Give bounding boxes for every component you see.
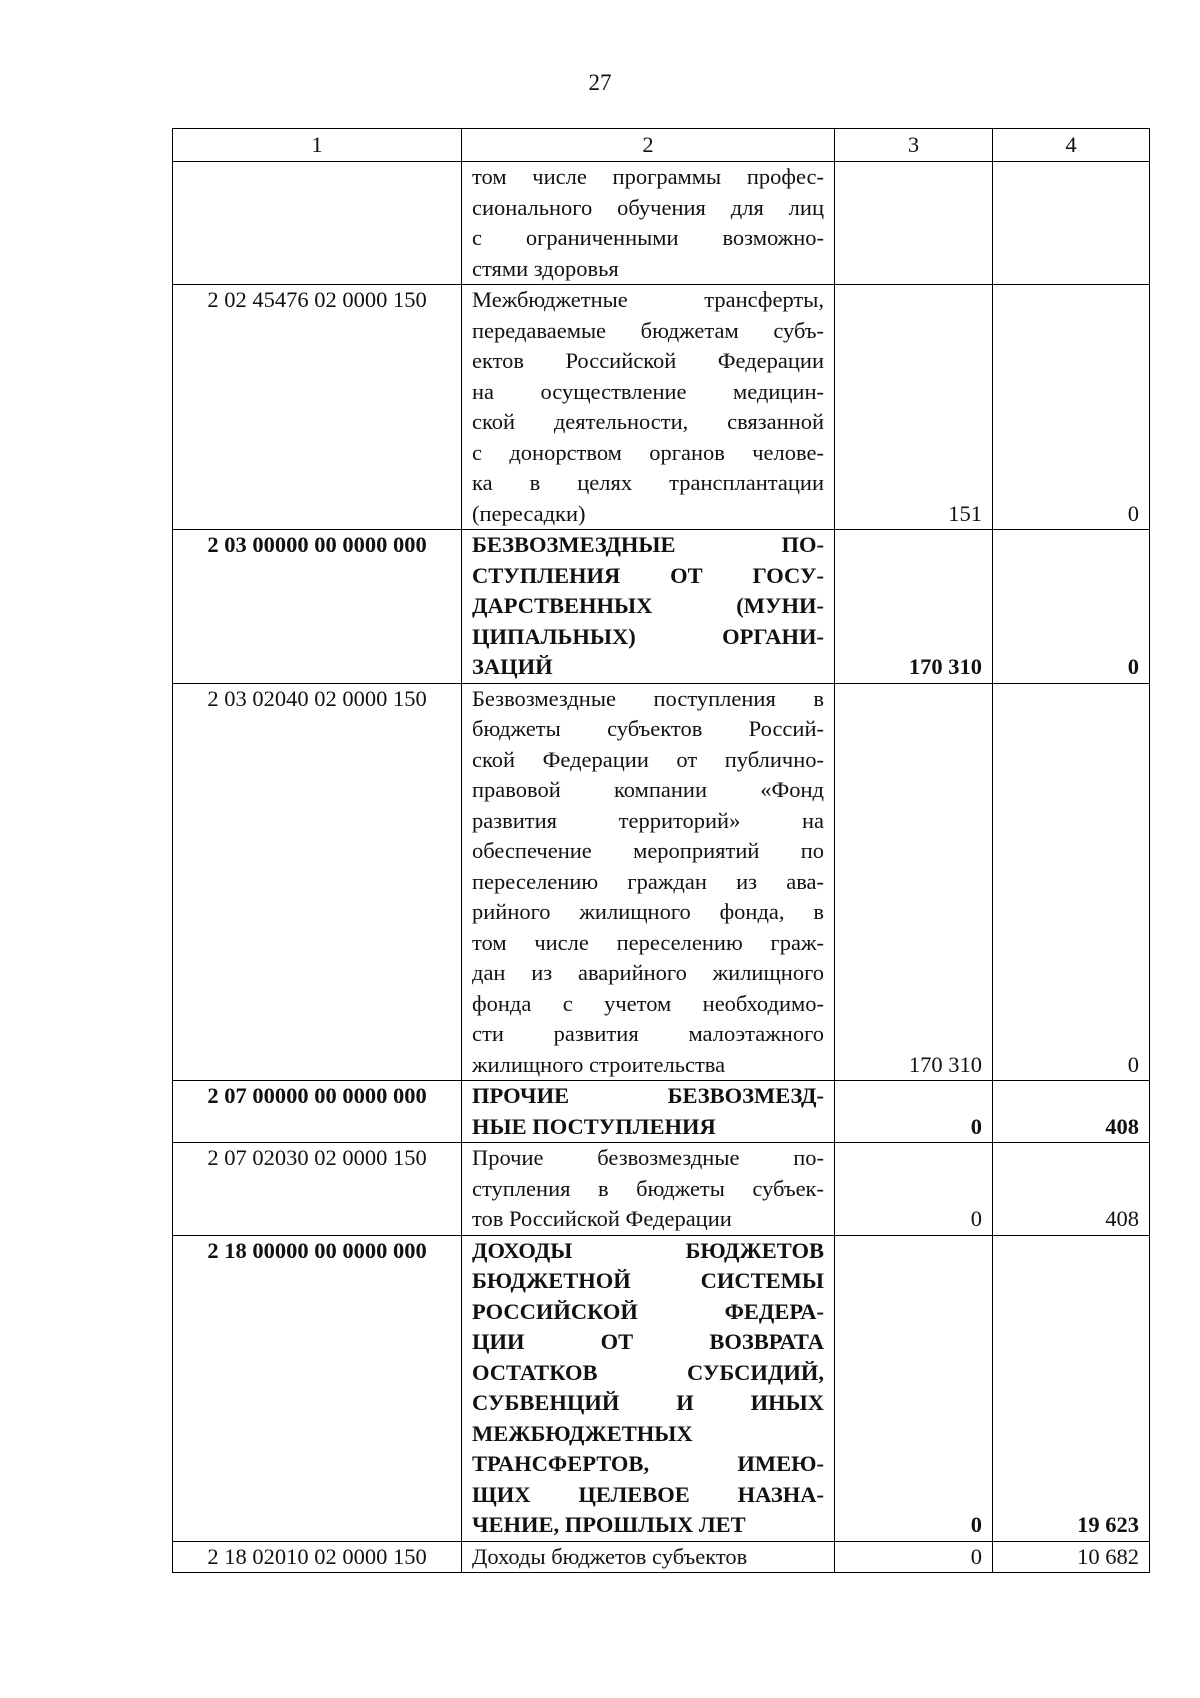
description-line: сти развития малоэтажного: [472, 1021, 824, 1046]
amount-column-4: 19 623: [993, 1235, 1150, 1541]
description-line: БЕЗВОЗМЕЗДНЫЕ ПО-: [472, 532, 824, 557]
amount-column-3: 0: [835, 1541, 993, 1573]
description-line: развития территорий» на: [472, 807, 824, 833]
income-description: [462, 285, 835, 530]
description-line: ЦИПАЛЬНЫХ) ОРГАНИ-: [472, 623, 824, 649]
description-line: ТРАНСФЕРТОВ, ИМЕЮ-: [472, 1451, 824, 1476]
amount-column-3: 151: [835, 285, 993, 530]
income-description: [462, 1541, 835, 1573]
description-line: НЫЕ ПОСТУПЛЕНИЯ: [472, 1113, 716, 1139]
description-line: правовой компании «Фонд: [472, 777, 824, 802]
budget-code: 2 18 02010 02 0000 150: [173, 1541, 462, 1573]
description-line: ектов Российской Федерации: [472, 348, 824, 373]
description-line: СТУПЛЕНИЯ ОТ ГОСУ-: [472, 562, 824, 588]
amount-column-4: 408: [993, 1081, 1150, 1143]
description-line: ЧЕНИЕ, ПРОШЛЫХ ЛЕТ: [472, 1512, 746, 1537]
description-line: Прочие безвозмездные по-: [472, 1145, 824, 1170]
description-line: ЗАЦИЙ: [472, 654, 553, 679]
income-description: [462, 1081, 835, 1143]
description-line: ской Федерации от публично-: [472, 746, 824, 772]
table-row: [173, 530, 1150, 684]
budget-code: [173, 162, 462, 285]
amount-column-3: [835, 162, 993, 285]
table-header-row: [173, 129, 1150, 162]
description-line: обеспечение мероприятий по: [472, 838, 824, 863]
description-line: Безвозмездные поступления в: [472, 685, 824, 711]
description-line: ДАРСТВЕННЫХ (МУНИ-: [472, 593, 824, 618]
description-line: сионального обучения для лиц: [472, 194, 824, 220]
description-line: РОССИЙСКОЙ ФЕДЕРА-: [472, 1298, 824, 1324]
description-line: фонда с учетом необходимо-: [472, 990, 824, 1016]
description-line: ДОХОДЫ БЮДЖЕТОВ: [472, 1237, 824, 1263]
amount-column-4: 408: [993, 1143, 1150, 1236]
table-row: [173, 1235, 1150, 1541]
description-line: с донорством органов челове-: [472, 439, 824, 465]
amount-column-4: 0: [993, 285, 1150, 530]
amount-column-4: [993, 162, 1150, 285]
description-line: СУБВЕНЦИЙ И ИНЫХ: [472, 1390, 824, 1415]
amount-column-3: 0: [835, 1143, 993, 1236]
amount-column-3: 0: [835, 1235, 993, 1541]
amount-column-4: 0: [993, 530, 1150, 684]
description-line: передаваемые бюджетам субъ-: [472, 317, 824, 343]
description-line: БЮДЖЕТНОЙ СИСТЕМЫ: [472, 1268, 824, 1293]
budget-code: 2 07 02030 02 0000 150: [173, 1143, 462, 1236]
description-line: том числе переселению граж-: [472, 929, 824, 955]
description-line: с ограниченными возможно-: [472, 225, 824, 250]
amount-column-4: 10 682: [993, 1541, 1150, 1573]
column-header-2: 2: [462, 129, 835, 162]
description-line: ЦИИ ОТ ВОЗВРАТА: [472, 1329, 824, 1354]
income-description: [462, 162, 835, 285]
description-line: ОСТАТКОВ СУБСИДИЙ,: [472, 1359, 824, 1385]
description-line: бюджеты субъектов Россий-: [472, 716, 824, 741]
column-header-4: 4: [993, 129, 1150, 162]
income-description: [462, 683, 835, 1081]
table-row: [173, 1541, 1150, 1573]
budget-table: [172, 128, 1150, 1573]
table-row: [173, 1081, 1150, 1143]
description-line: Доходы бюджетов субъектов: [472, 1543, 748, 1569]
income-description: [462, 1235, 835, 1541]
amount-column-3: 0: [835, 1081, 993, 1143]
table-row: [173, 1143, 1150, 1236]
table-row: [173, 162, 1150, 285]
budget-code: 2 18 00000 00 0000 000: [173, 1235, 462, 1541]
description-line: ской деятельности, связанной: [472, 409, 824, 434]
amount-column-4: 0: [993, 683, 1150, 1081]
budget-code: 2 02 45476 02 0000 150: [173, 285, 462, 530]
description-line: рийного жилищного фонда, в: [472, 899, 824, 924]
description-line: том числе программы профес-: [472, 164, 824, 189]
description-line: Межбюджетные трансферты,: [472, 287, 824, 312]
description-line: стями здоровья: [472, 255, 619, 281]
column-header-1: 1: [173, 129, 462, 162]
description-line: МЕЖБЮДЖЕТНЫХ: [472, 1420, 693, 1446]
budget-code: 2 07 00000 00 0000 000: [173, 1081, 462, 1143]
page-number: 27: [588, 70, 612, 95]
column-header-3: 3: [835, 129, 993, 162]
description-line: (пересадки): [472, 500, 586, 526]
description-line: тов Российской Федерации: [472, 1206, 732, 1231]
budget-code: 2 03 02040 02 0000 150: [173, 683, 462, 1081]
description-line: на осуществление медицин-: [472, 378, 824, 404]
table-row: [173, 285, 1150, 530]
description-line: дан из аварийного жилищного: [472, 960, 824, 985]
income-description: [462, 1143, 835, 1236]
description-line: жилищного строительства: [472, 1051, 726, 1077]
amount-column-3: 170 310: [835, 530, 993, 684]
budget-code: 2 03 00000 00 0000 000: [173, 530, 462, 684]
description-line: ЩИХ ЦЕЛЕВОЕ НАЗНА-: [472, 1481, 824, 1507]
description-line: ступления в бюджеты субъек-: [472, 1175, 824, 1201]
description-line: переселению граждан из ава-: [472, 868, 824, 894]
description-line: ка в целях трансплантации: [472, 470, 824, 495]
income-description: [462, 530, 835, 684]
table-row: [173, 683, 1150, 1081]
amount-column-3: 170 310: [835, 683, 993, 1081]
description-line: ПРОЧИЕ БЕЗВОЗМЕЗД-: [472, 1083, 824, 1108]
